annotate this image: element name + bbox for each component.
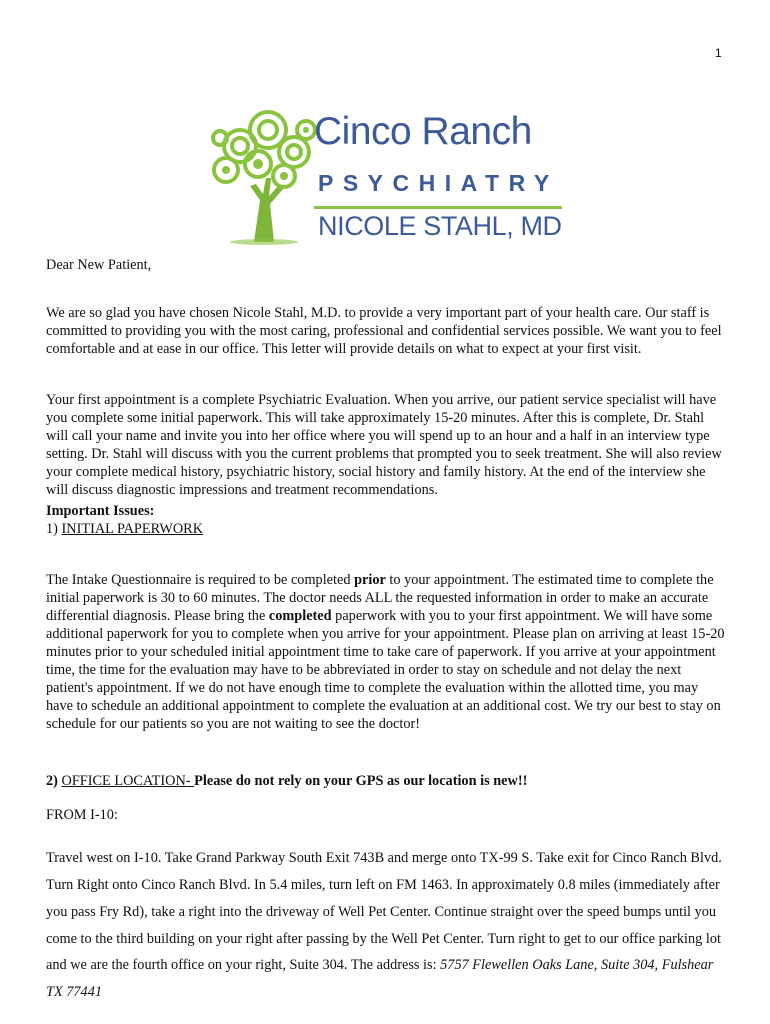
- first-appointment-paragraph: Your first appointment is a complete Psychiatric Evaluation. When you arrive, our patient service specialist will have you complete some initial paperwork. This will take approximately 15-20 minutes. After this is complete, Dr. Stahl will call your name and invite you into her office where you will spend up to an hour and a half in an interview type setting. Dr. Stahl will discuss with you the current problems that prompted you to seek treatment. She will also review your complete medical history, psychiatric history, social history and family history. At the end of the interview she will discuss diagnostic impressions and treatment recommendations.: [46, 392, 722, 499]
- directions-from-label: FROM I-10:: [46, 807, 118, 823]
- greeting: Dear New Patient,: [46, 257, 152, 273]
- gps-warning: Please do not rely on your GPS as our location is new!!: [194, 773, 528, 789]
- paperwork-paragraph: [46, 571, 726, 733]
- office-address: 5757 Flewellen Oaks Lane, Suite 304, Fulshear TX 77441: [46, 957, 714, 1001]
- office-item-number: 2): [46, 773, 58, 789]
- important-issues-heading: Important Issues:: [46, 503, 155, 519]
- logo-doctor-name: NICOLE STAHL, MD: [318, 211, 562, 241]
- prior-emphasis: prior: [354, 572, 386, 589]
- item-number: 1): [46, 521, 58, 537]
- paperwork-text-3: paperwork with you to your first appointment. We will have some additional paperwork for you to complete when you arrive for your appointment. Please plan on arriving at least 15-20 minutes prior to your scheduled initial appointment time to take care of paperwork. If you arrive at your appointment time, the time for the evaluation may have to be abbreviated in order to stay on schedule and not delay the next patient's appointment. If we do not have enough time to complete the evaluation within the allotted time, you may have to schedule an additional appointment to complete the evaluation at an additional cost. We try our best to stay on schedule for our patients so you are not waiting to see the doctor!: [46, 608, 725, 733]
- directions-paragraph: [46, 845, 726, 1006]
- logo-divider: [314, 206, 562, 209]
- directions-text: Travel west on I-10. Take Grand Parkway South Exit 743B and merge onto TX-99 S. Take exit for Cinco Ranch Blvd. Turn Right onto Cinco Ranch Blvd. In 5.4 miles, turn left on FM 1463. In approximately 0.8 miles (immediately after you pass Fry Rd), take a right into the driveway of Well Pet Center. Continue straight over the speed bumps until you come to the third building on your right after passing by the Well Pet Center. Turn right to get to our office parking lot and we are the fourth office on your right, Suite 304. The address is:: [46, 850, 722, 974]
- office-location-heading: [46, 772, 726, 790]
- logo-title: Cinco Ranch: [314, 110, 532, 153]
- important-issues-section: [46, 502, 726, 538]
- page-number: 1: [715, 46, 722, 60]
- initial-paperwork-heading: [46, 520, 726, 538]
- completed-emphasis: completed: [268, 608, 332, 625]
- initial-paperwork-title: INITIAL PAPERWORK: [61, 521, 204, 537]
- office-location-title: OFFICE LOCATION-: [61, 773, 195, 789]
- practice-logo: [210, 108, 570, 248]
- paperwork-text-2: to your appointment. The estimated time to complete the initial paperwork is 30 to 60 minutes. The doctor needs ALL the requested information in order to make an accurate differential diagnosis. Please bring the: [46, 572, 714, 625]
- intro-paragraph: We are so glad you have chosen Nicole Stahl, M.D. to provide a very important part of your health care. Our staff is committed to providing you with the most caring, professional and confidential services possible. We want you to feel comfortable and at ease in our office. This letter will provide details on what to expect at your first visit.: [46, 305, 722, 358]
- logo-subtitle: PSYCHIATRY: [318, 170, 559, 196]
- paperwork-text-1: The Intake Questionnaire is required to be completed: [46, 572, 355, 589]
- tree-icon: [210, 108, 320, 248]
